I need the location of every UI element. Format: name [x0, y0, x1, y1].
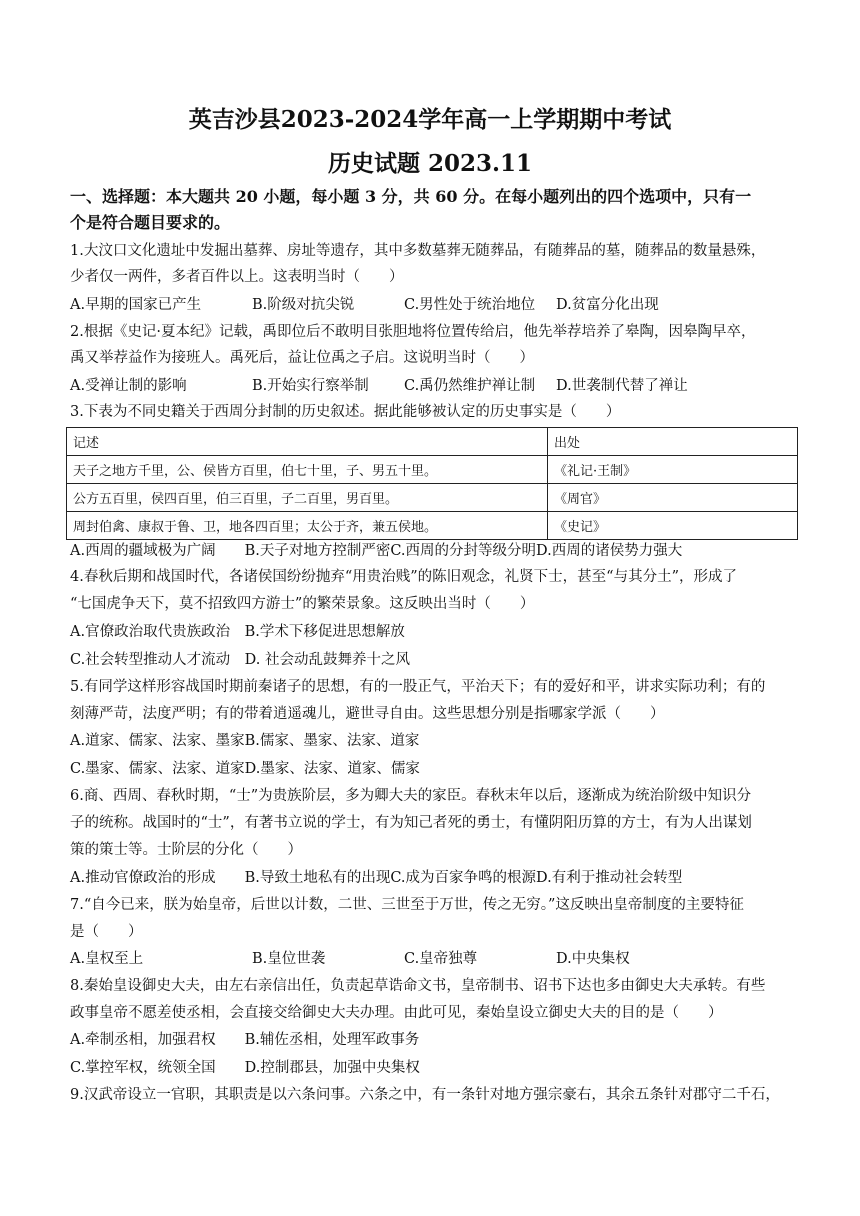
q5-options-row1: A.道家、儒家、法家、墨家B.儒家、墨家、法家、道家 — [70, 733, 420, 749]
q5-line2: 刻薄严苛，法度严明；有的带着逍遥魂儿，避世寻自由。这些思想分别是指哪家学派（ ） — [70, 706, 665, 722]
q8-options-row2: C.掌控军权，统领全国 D.控制郡县，加强中央集权 — [70, 1060, 420, 1076]
q4-options-row2: C.社会转型推动人才流动 D. 社会动乱鼓舞养十之风 — [70, 652, 411, 668]
q1-option-b: B.阶级对抗尖锐 — [252, 297, 355, 313]
q1-option-c: C.男性处于统治地位 — [404, 297, 536, 313]
q5-options-row2: C.墨家、儒家、法家、道家D.墨家、法家、道家、儒家 — [70, 761, 420, 777]
exam-title: 英吉沙县2023-2024学年高一上学期期中考试 — [188, 106, 672, 133]
q5-line1: 5.有同学这样形容战国时期前秦诸子的思想，有的一股正气，平治天下；有的爱好和平，讲求实际功利；有的 — [70, 679, 766, 695]
q3-table — [66, 427, 798, 540]
q1-option-d: D.贫富分化出现 — [556, 297, 659, 313]
q4-options-row1: A.官僚政治取代贵族政治 B.学术下移促进思想解放 — [70, 624, 405, 640]
q2-option-c: C.禹仍然维护禅让制 — [404, 378, 536, 394]
table-row — [67, 512, 798, 540]
q8-line2: 政事皇帝不愿差使丞相，会直接交给御史大夫办理。由此可见，秦始皇设立御史大夫的目的是（ ） — [70, 1005, 723, 1021]
section-heading-line2: 个是符合题目要求的。 — [70, 213, 231, 232]
table-cell-source: 《周官》 — [548, 484, 798, 512]
q6-line2: 子的统称。战国时的“士”，有著书立说的学士，有为知己者死的勇士，有懂阴阳历算的方士，有为人出谋划 — [70, 815, 752, 831]
q2-option-b: B.开始实行察举制 — [252, 378, 369, 394]
q6-options: A.推动官僚政治的形成 B.导致土地私有的出现C.成为百家争鸣的根源D.有利于推动社会转型 — [70, 870, 683, 886]
q1-option-a: A.早期的国家已产生 — [70, 297, 202, 313]
table-header-source: 出处 — [548, 428, 798, 456]
q2-option-d: D.世袭制代替了禅让 — [556, 378, 688, 394]
q4-line2: “七国虎争天下，莫不招致四方游士”的繁荣景象。这反映出当时（ ） — [70, 596, 535, 612]
exam-subtitle: 历史试题 2023.11 — [327, 150, 533, 177]
q1-line1: 1.大汶口文化遗址中发掘出墓葬、房址等遗存，其中多数墓葬无随葬品，有随葬品的墓，随葬品的数量悬殊， — [70, 243, 766, 259]
q8-line1: 8.秦始皇设御史大夫，由左右亲信出任，负责起草诰命文书，皇帝制书、诏书下达也多由御史大夫承转。有些 — [70, 978, 766, 994]
q6-line3: 策的策士等。士阶层的分化（ ） — [70, 842, 302, 858]
q2-line2: 禹又举荐益作为接班人。禹死后，益让位禹之子启。这说明当时（ ） — [70, 350, 534, 366]
q4-line1: 4.春秋后期和战国时代，各诸侯国纷纷抛弃“用贵治贱”的陈旧观念，礼贤下士，甚至“与其分土”，形成了 — [70, 569, 737, 585]
q6-line1: 6.商、西周、春秋时期，“士”为贵族阶层，多为卿大夫的家臣。春秋末年以后，逐渐成为统治阶级中知识分 — [70, 788, 752, 804]
q2-option-a: A.受禅让制的影响 — [70, 378, 187, 394]
table-cell-record: 周封伯禽、康叔于鲁、卫，地各四百里；太公于齐，兼五侯地。 — [67, 512, 548, 540]
q7-option-a: A.皇权至上 — [70, 951, 144, 967]
q7-line1: 7.“自今已来，朕为始皇帝，后世以计数，二世、三世至于万世，传之无穷。”这反映出皇帝制度的主要特征 — [70, 897, 744, 913]
table-cell-record: 天子之地方千里，公、侯皆方百里，伯七十里，子、男五十里。 — [67, 456, 548, 484]
q7-line2: 是（ ） — [70, 924, 143, 940]
section-heading-line1: 一、选择题：本大题共 20 小题，每小题 3 分，共 60 分。在每小题列出的四个选项中，只有一 — [70, 187, 752, 206]
table-cell-source: 《史记》 — [548, 512, 798, 540]
table-header-record: 记述 — [67, 428, 548, 456]
table-cell-record: 公方五百里，侯四百里，伯三百里，子二百里，男百里。 — [67, 484, 548, 512]
q3-line1: 3.下表为不同史籍关于西周分封制的历史叙述。据此能够被认定的历史事实是（ ） — [70, 404, 621, 420]
q7-option-b: B.皇位世袭 — [252, 951, 326, 967]
q9-line1: 9.汉武帝设立一官职，其职责是以六条问事。六条之中，有一条针对地方强宗豪右，其余五条针对郡守二千石， — [70, 1087, 780, 1103]
table-header-row — [67, 428, 798, 456]
q7-option-c: C.皇帝独尊 — [404, 951, 478, 967]
q3-options: A.西周的疆域极为广阔 B.天子对地方控制严密C.西周的分封等级分明D.西周的诸侯势力强大 — [70, 543, 683, 559]
table-row — [67, 484, 798, 512]
q1-line2: 少者仅一两件，多者百件以上。这表明当时（ ） — [70, 269, 404, 285]
table-cell-source: 《礼记·王制》 — [548, 456, 798, 484]
q2-line1: 2.根据《史记·夏本纪》记载，禹即位后不敢明目张胆地将位置传给启，他先举荐培养了皋陶，因皋陶早卒， — [70, 324, 756, 340]
table-row — [67, 456, 798, 484]
q7-option-d: D.中央集权 — [556, 951, 630, 967]
q8-options-row1: A.牵制丞相，加强君权 B.辅佐丞相，处理军政事务 — [70, 1032, 420, 1048]
